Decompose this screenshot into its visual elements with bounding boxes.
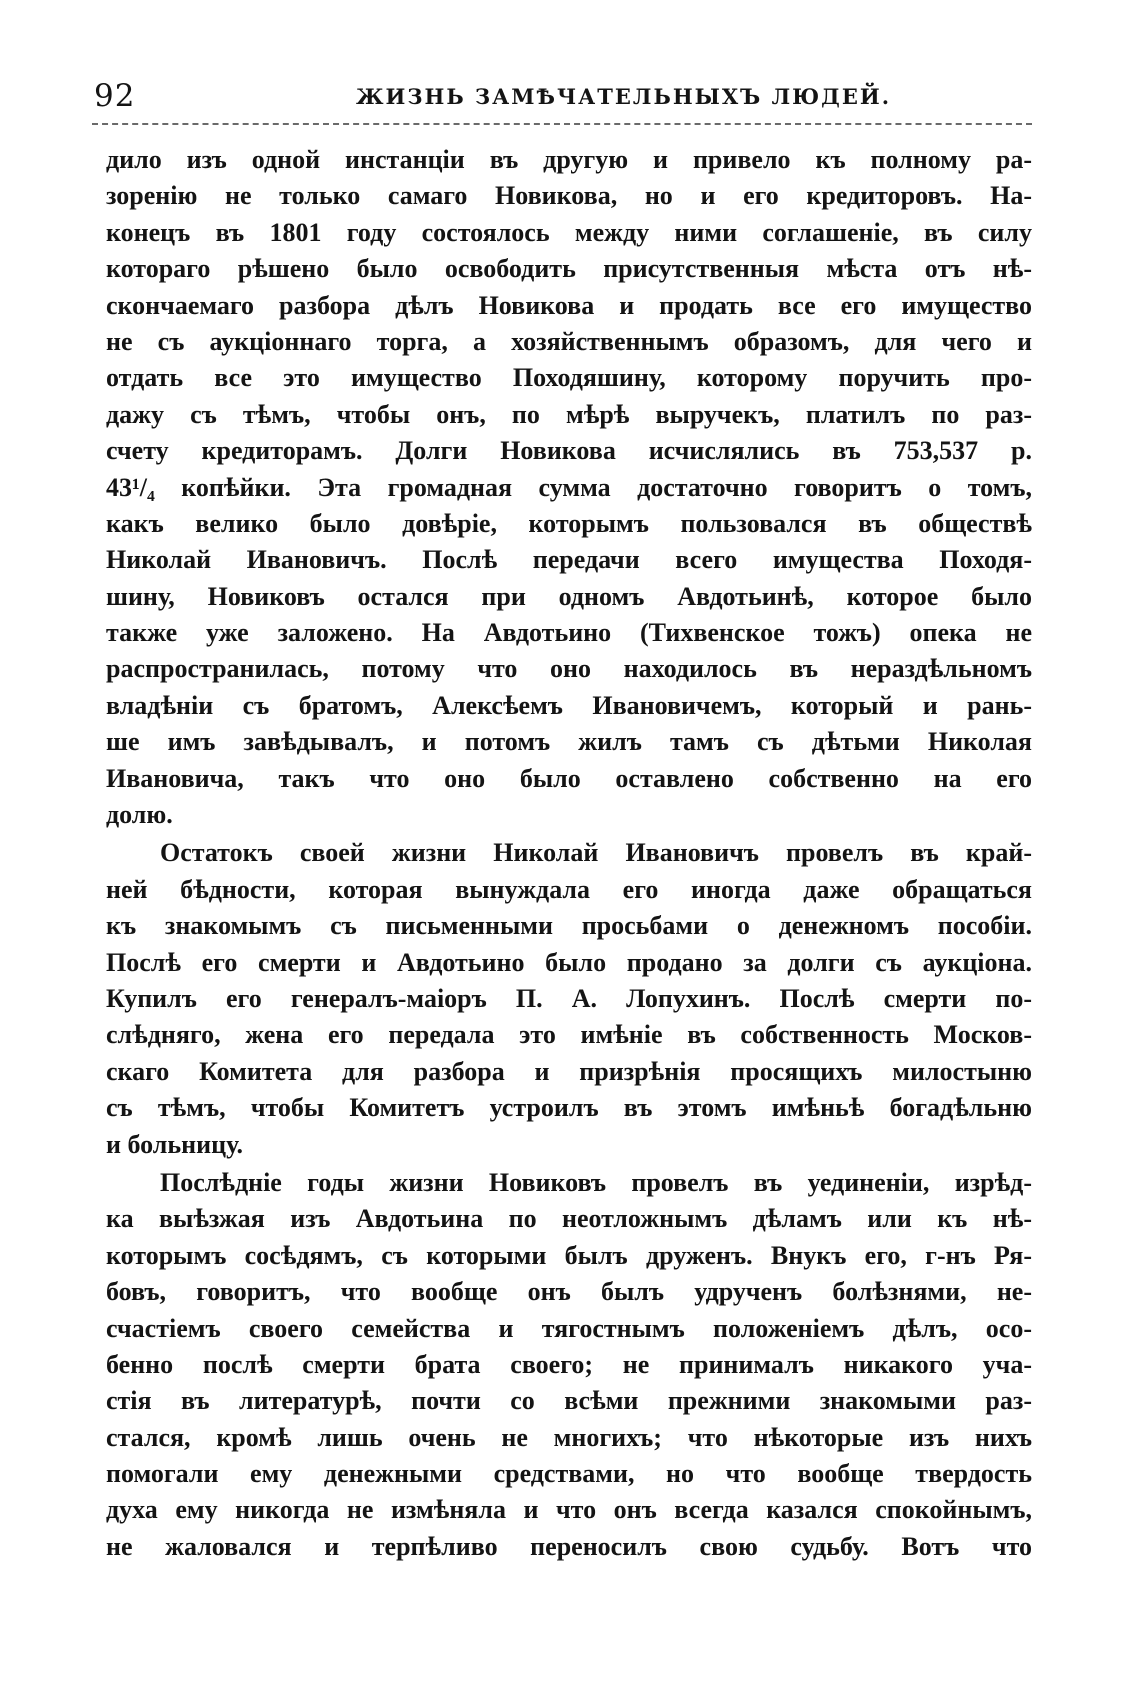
text-line: скаго Комитета для разбора и призрѣнія просящихъ милостыню	[106, 1056, 1032, 1086]
text-line: слѣдняго, жена его передала это имѣніе въ собственность Москов-	[106, 1020, 1032, 1050]
text-line: духа ему никогда не измѣняла и что онъ всегда казался спокойнымъ,	[106, 1495, 1032, 1525]
text-line: которымъ сосѣдямъ, съ которыми былъ друженъ. Внукъ его, г-нъ Ря-	[106, 1240, 1032, 1270]
text-line: бенно послѣ смерти брата своего; не принималъ никакого уча-	[106, 1349, 1032, 1379]
header-rule	[92, 123, 1032, 125]
text-line: котораго рѣшено было освободить присутственныя мѣста отъ нѣ-	[106, 254, 1032, 284]
text-line: счету кредиторамъ. Долги Новикова исчислялись въ 753,537 р.	[106, 436, 1032, 466]
text-line: Ивановича, такъ что оно было оставлено собственно на его	[106, 763, 1032, 793]
paragraph-2	[106, 835, 1032, 1163]
text-line: счастіемъ своего семейства и тягостнымъ положеніемъ дѣлъ, осо-	[106, 1313, 1032, 1343]
text-line: стался, кромѣ лишь очень не многихъ; что нѣкоторые изъ нихъ	[106, 1422, 1032, 1452]
text-line: Николай Ивановичъ. Послѣ передачи всего имущества Походя-	[106, 545, 1032, 575]
text-line: владѣніи съ братомъ, Алексѣемъ Ивановичемъ, который и рань-	[106, 690, 1032, 720]
text-line: шину, Новиковъ остался при одномъ Авдотьинѣ, которое было	[106, 581, 1032, 611]
text-line: бовъ, говоритъ, что вообще онъ былъ удрученъ болѣзнями, не-	[106, 1277, 1032, 1307]
text-line: къ знакомымъ съ письменными просьбами о денежномъ пособіи.	[106, 911, 1032, 941]
text-line: Остатокъ своей жизни Николай Ивановичъ провелъ въ край-	[160, 838, 1032, 868]
running-title: ЖИЗНЬ ЗАМѢЧАТЕЛЬНЫХЪ ЛЮДЕЙ.	[356, 84, 892, 109]
page-number: 92	[94, 78, 136, 114]
text-line: конецъ въ 1801 году состоялось между ними соглашеніе, въ силу	[106, 217, 1032, 247]
text-line: дило изъ одной инстанціи въ другую и привело къ полному ра-	[106, 145, 1032, 174]
body-text	[106, 142, 1032, 1565]
text-line: стія въ литературѣ, почти со всѣми прежними знакомыми раз-	[106, 1386, 1032, 1416]
text-line: 43¹/₄ копѣйки. Эта громадная сумма достаточно говоритъ о томъ,	[106, 472, 1032, 502]
text-line: не жаловался и терпѣливо переносилъ свою судьбу. Вотъ что	[106, 1531, 1032, 1561]
text-line: Послѣдніе годы жизни Новиковъ провелъ въ уединеніи, изрѣд-	[160, 1167, 1032, 1197]
text-line: дажу съ тѣмъ, чтобы онъ, по мѣрѣ выручекъ, платилъ по раз-	[106, 399, 1032, 429]
text-line: скончаемаго разбора дѣлъ Новикова и продать все его имущество	[106, 290, 1032, 320]
text-line: отдать все это имущество Походяшину, которому поручить про-	[106, 363, 1032, 393]
text-line: ка выѣзжая изъ Авдотьина по неотложнымъ дѣламъ или къ нѣ-	[106, 1204, 1032, 1234]
text-line: и больницу.	[106, 1129, 243, 1159]
text-line: какъ велико было довѣріе, которымъ пользовался въ обществѣ	[106, 508, 1032, 538]
paragraph-1	[106, 142, 1032, 833]
page-header	[94, 78, 1030, 122]
text-line: зоренію не только самаго Новикова, но и его кредиторовъ. На-	[106, 181, 1032, 211]
text-line: ней бѣдности, которая вынуждала его иногда даже обращаться	[106, 874, 1032, 904]
text-line: Купилъ его генералъ-маіоръ П. А. Лопухинъ. Послѣ смерти по-	[106, 983, 1032, 1013]
text-line: помогали ему денежными средствами, но что вообще твердость	[106, 1459, 1032, 1489]
text-line: Послѣ его смерти и Авдотьино было продано за долги съ аукціона.	[106, 947, 1032, 977]
text-line: распространилась, потому что оно находилось въ нераздѣльномъ	[106, 654, 1032, 684]
text-line: долю.	[106, 800, 173, 830]
text-line: ше имъ завѣдывалъ, и потомъ жилъ тамъ съ дѣтьми Николая	[106, 727, 1032, 757]
text-line: не съ аукціоннаго торга, а хозяйственнымъ образомъ, для чего и	[106, 326, 1032, 356]
text-line: съ тѣмъ, чтобы Комитетъ устроилъ въ этомъ имѣньѣ богадѣльню	[106, 1093, 1032, 1123]
text-line: также уже заложено. На Авдотьино (Тихвенское тожъ) опека не	[106, 618, 1032, 648]
paragraph-3	[106, 1165, 1032, 1565]
